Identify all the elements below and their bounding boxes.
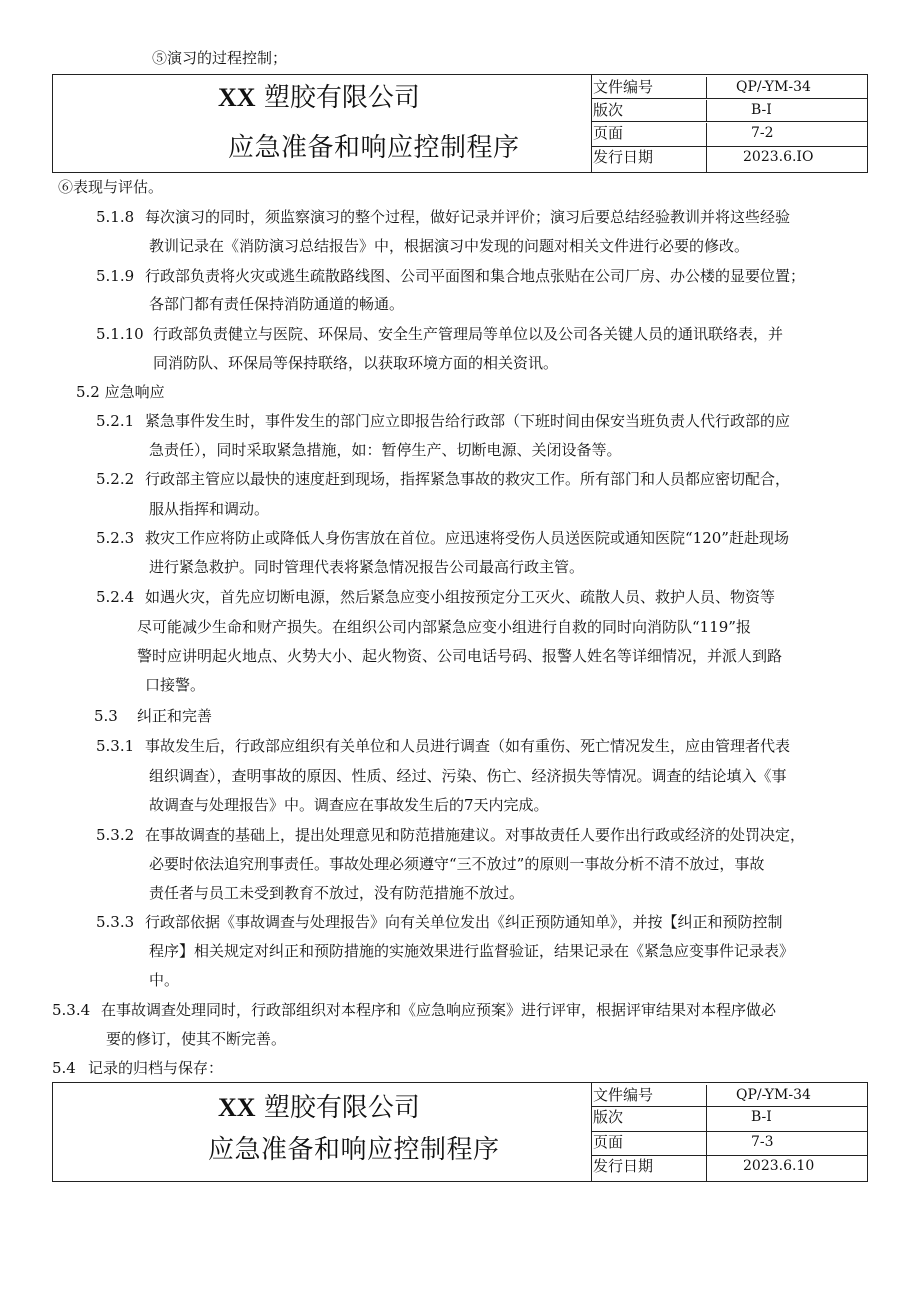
doc-header bbox=[52, 74, 868, 173]
paragraph-line: 同消防队、环保局等保持联络，以获取环境方面的相关资讯。 bbox=[153, 354, 559, 372]
company-name: XX 塑胶有限公司 bbox=[218, 1093, 420, 1123]
page-value: 7-3 bbox=[751, 1134, 774, 1150]
paragraph-line: 中。 bbox=[149, 971, 180, 989]
paragraph-line: 故调查与处理报告》中。调查应在事故发生后的7天内完成。 bbox=[149, 796, 549, 814]
version-value: B-I bbox=[751, 1109, 772, 1125]
section-number: 5.3.1 bbox=[96, 737, 135, 755]
paragraph-line: 在事故调查的基础上，提出处理意见和防范措施建议。对事故责任人要作出行政或经济的处罚决定， bbox=[145, 826, 806, 844]
section-number: 5.3 bbox=[94, 707, 118, 725]
section-number: 5.4 bbox=[52, 1059, 76, 1077]
doc-no-value: QP/-YM-34 bbox=[736, 1087, 811, 1103]
company-name: XX 塑胶有限公司 bbox=[218, 83, 420, 113]
section-heading: 记录的归档与保存： bbox=[88, 1059, 224, 1077]
doc-header bbox=[52, 1082, 868, 1182]
paragraph-line: 进行紧急救护。同时管理代表将紧急情况报告公司最高行政主管。 bbox=[149, 558, 585, 576]
header-row-date bbox=[591, 147, 867, 172]
paragraph-line: 每次演习的同时，须监察演习的整个过程，做好记录并评价；演习后要总结经验教训并将这些经验 bbox=[145, 208, 791, 226]
paragraph-line: 口接警。 bbox=[145, 676, 206, 694]
section-number: 5.2.2 bbox=[96, 470, 135, 488]
section-heading: 5.2 应急响应 bbox=[76, 383, 165, 401]
paragraph-line: 行政部依据《事故调查与处理报告》向有关单位发出《纠正预防通知单》，并按【纠正和预防控制 bbox=[145, 913, 783, 931]
procedure-title: 应急准备和响应控制程序 bbox=[208, 1135, 500, 1165]
paragraph-line: 各部门都有责任保持消防通道的畅通。 bbox=[149, 295, 405, 313]
page-label: 页面 bbox=[593, 123, 707, 146]
date-label: 发行日期 bbox=[593, 1156, 707, 1181]
version-value: B-I bbox=[751, 102, 772, 118]
section-number: 5.3.2 bbox=[96, 826, 135, 844]
header-row-doc-no bbox=[591, 77, 867, 99]
header-title-cell bbox=[53, 75, 592, 172]
section-number: 5.3.3 bbox=[96, 913, 135, 931]
header-row-version bbox=[591, 1107, 867, 1132]
procedure-title: 应急准备和响应控制程序 bbox=[228, 133, 520, 163]
header-row-page bbox=[591, 123, 867, 147]
paragraph-line: 事故发生后，行政部应组织有关单位和人员进行调查（如有重伤、死亡情况发生，应由管理者代表 bbox=[145, 737, 791, 755]
paragraph-line: 要的修订，使其不断完善。 bbox=[106, 1030, 287, 1048]
version-label: 版次 bbox=[593, 1107, 707, 1131]
section-number: 5.2.1 bbox=[96, 412, 135, 430]
doc-no-label: 文件编号 bbox=[593, 1085, 707, 1106]
paragraph-line: 警时应讲明起火地点、火势大小、起火物资、公司电话号码、报警人姓名等详细情况，并派人到路 bbox=[137, 647, 783, 665]
paragraph-line: 行政部负责健立与医院、环保局、安全生产管理局等单位以及公司各关键人员的通讯联络表，并 bbox=[153, 325, 784, 343]
doc-no-value: QP/-YM-34 bbox=[736, 79, 811, 95]
paragraph-line: 尽可能减少生命和财产损失。在组织公司内部紧急应变小组进行自救的同时向消防队“119”报 bbox=[137, 618, 751, 636]
section-number: 5.1.8 bbox=[96, 208, 135, 226]
date-label: 发行日期 bbox=[593, 147, 707, 172]
performance-evaluation: ⑥表现与评估。 bbox=[58, 178, 164, 196]
paragraph-line: 行政部主管应以最快的速度赶到现场，指挥紧急事故的救灾工作。所有部门和人员都应密切配合， bbox=[145, 470, 791, 488]
section-number: 5.2.4 bbox=[96, 588, 135, 606]
section-number: 5.3.4 bbox=[52, 1001, 91, 1019]
section-heading: 纠正和完善 bbox=[137, 707, 213, 725]
paragraph-line: 如遇火灾，首先应切断电源，然后紧急应变小组按预定分工灭火、疏散人员、救护人员、物资等 bbox=[145, 588, 776, 606]
doc-no-label: 文件编号 bbox=[593, 77, 707, 98]
paragraph-line: 必要时依法追究刑事责任。事故处理必须遵守“三不放过”的原则一事故分析不清不放过，事故 bbox=[149, 855, 765, 873]
section-number: 5.1.10 bbox=[96, 325, 144, 343]
date-value: 2023.6.10 bbox=[743, 1158, 815, 1174]
paragraph-line: 急责任），同时采取紧急措施，如：暂停生产、切断电源、关闭设备等。 bbox=[149, 441, 622, 459]
header-title-cell bbox=[53, 1083, 592, 1181]
drill-process-control: ⑤演习的过程控制； bbox=[152, 49, 288, 67]
paragraph-line: 教训记录在《消防演习总结报告》中，根据演习中发现的问题对相关文件进行必要的修改。 bbox=[149, 237, 750, 255]
paragraph-line: 组织调查），查明事故的原因、性质、经过、污染、伤亡、经济损失等情况。调查的结论填入《事 bbox=[149, 767, 787, 785]
paragraph-line: 紧急事件发生时，事件发生的部门应立即报告给行政部（下班时间由保安当班负责人代行政部的应 bbox=[145, 412, 791, 430]
page-value: 7-2 bbox=[751, 125, 774, 141]
paragraph-line: 服从指挥和调动。 bbox=[149, 500, 270, 518]
section-number: 5.2.3 bbox=[96, 529, 135, 547]
date-value: 2023.6.IO bbox=[743, 149, 814, 165]
header-row-page bbox=[591, 1132, 867, 1156]
page-label: 页面 bbox=[593, 1132, 707, 1155]
section-number: 5.1.9 bbox=[96, 267, 135, 285]
paragraph-line: 责任者与员工未受到教育不放过，没有防范措施不放过。 bbox=[149, 884, 525, 902]
version-label: 版次 bbox=[593, 100, 707, 121]
paragraph-line: 行政部负责将火灾或逃生疏散路线图、公司平面图和集合地点张贴在公司厂房、办公楼的显要位置； bbox=[145, 267, 806, 285]
header-row-version bbox=[591, 100, 867, 122]
paragraph-line: 程序】相关规定对纠正和预防措施的实施效果进行监督验证，结果记录在《紧急应变事件记录表》 bbox=[149, 942, 795, 960]
header-row-date bbox=[591, 1156, 867, 1181]
paragraph-line: 在事故调查处理同时，行政部组织对本程序和《应急响应预案》进行评审，根据评审结果对本程序做必 bbox=[101, 1001, 777, 1019]
header-row-doc-no bbox=[591, 1085, 867, 1107]
paragraph-line: 救灾工作应将防止或降低人身伤害放在首位。应迅速将受伤人员送医院或通知医院“120”赶赴现场 bbox=[145, 529, 789, 547]
